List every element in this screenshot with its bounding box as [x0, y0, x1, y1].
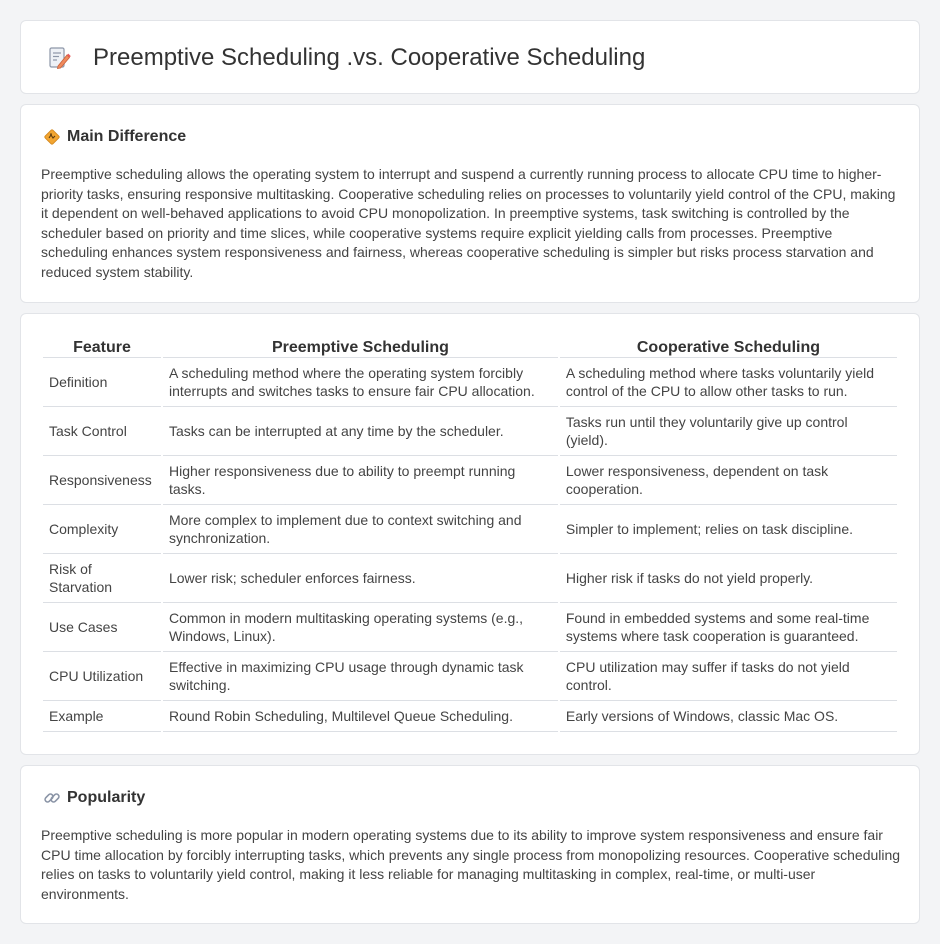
main-difference-heading: Main Difference	[67, 128, 187, 145]
table-row	[43, 358, 897, 407]
popularity-heading: Popularity	[67, 789, 146, 806]
popularity-text: Preemptive scheduling is more popular in modern operating systems due to its ability to improve system responsiveness and ensure fair CPU time allocation by forcibly interrupting tasks, which prevents any single process from monopolizing resources. Cooperative scheduling relies on tasks to voluntarily yield control, making it less reliable for managing multitasking in complex, real-time, or multi-user environments.	[41, 827, 901, 902]
comparison-table-section	[20, 313, 920, 755]
feature-cell: Risk of Starvation	[43, 554, 161, 603]
header-cooperative: Cooperative Scheduling	[560, 336, 897, 358]
warning-sign-icon	[43, 128, 61, 146]
table-row	[43, 652, 897, 701]
main-difference-text: Preemptive scheduling allows the operating system to interrupt and suspend a currently running process to allocate CPU time to higher-priority tasks, ensuring responsive multitasking. Cooperative scheduling relies on processes to voluntarily yield control of the CPU, making it dependent on well-behaved applications to avoid CPU monopolization. In preemptive systems, task switching is controlled by the scheduler based on priority and time slices, while cooperative systems require explicit yielding calls from processes. Preemptive scheduling enhances system responsiveness and fairness, whereas cooperative scheduling is simpler but risks process starvation and reduced system stability.	[41, 166, 896, 280]
document-edit-icon	[47, 46, 71, 70]
cooperative-cell: Lower responsiveness, dependent on task cooperation.	[560, 456, 897, 505]
feature-cell: Use Cases	[43, 603, 161, 652]
popularity-section	[20, 765, 920, 924]
preemptive-cell: A scheduling method where the operating system forcibly interrupts and switches tasks to ensure fair CPU allocation.	[163, 358, 558, 407]
preemptive-cell: Round Robin Scheduling, Multilevel Queue Scheduling.	[163, 701, 558, 732]
comparison-table	[41, 336, 899, 732]
cooperative-cell: Early versions of Windows, classic Mac OS.	[560, 701, 897, 732]
preemptive-cell: Higher responsiveness due to ability to preempt running tasks.	[163, 456, 558, 505]
cooperative-cell: Tasks run until they voluntarily give up control (yield).	[560, 407, 897, 456]
preemptive-cell: Tasks can be interrupted at any time by the scheduler.	[163, 407, 558, 456]
preemptive-cell: Effective in maximizing CPU usage through dynamic task switching.	[163, 652, 558, 701]
preemptive-cell: Common in modern multitasking operating systems (e.g., Windows, Linux).	[163, 603, 558, 652]
header-preemptive: Preemptive Scheduling	[163, 336, 558, 358]
table-row	[43, 407, 897, 456]
cooperative-cell: CPU utilization may suffer if tasks do not yield control.	[560, 652, 897, 701]
feature-cell: Task Control	[43, 407, 161, 456]
feature-cell: Definition	[43, 358, 161, 407]
main-difference-section	[20, 104, 920, 303]
table-row	[43, 505, 897, 554]
header-feature: Feature	[43, 336, 161, 358]
table-header-row	[43, 336, 897, 358]
feature-cell: CPU Utilization	[43, 652, 161, 701]
table-row	[43, 701, 897, 732]
table-row	[43, 603, 897, 652]
feature-cell: Complexity	[43, 505, 161, 554]
table-row	[43, 554, 897, 603]
link-icon	[43, 789, 61, 807]
cooperative-cell: Higher risk if tasks do not yield properly.	[560, 554, 897, 603]
cooperative-cell: Simpler to implement; relies on task discipline.	[560, 505, 897, 554]
title-card	[20, 20, 920, 94]
feature-cell: Responsiveness	[43, 456, 161, 505]
preemptive-cell: More complex to implement due to context switching and synchronization.	[163, 505, 558, 554]
feature-cell: Example	[43, 701, 161, 732]
preemptive-cell: Lower risk; scheduler enforces fairness.	[163, 554, 558, 603]
page-title: Preemptive Scheduling .vs. Cooperative Scheduling	[93, 44, 646, 71]
cooperative-cell: Found in embedded systems and some real-time systems where task cooperation is guaranteed.	[560, 603, 897, 652]
cooperative-cell: A scheduling method where tasks voluntarily yield control of the CPU to allow other tasks to run.	[560, 358, 897, 407]
table-row	[43, 456, 897, 505]
